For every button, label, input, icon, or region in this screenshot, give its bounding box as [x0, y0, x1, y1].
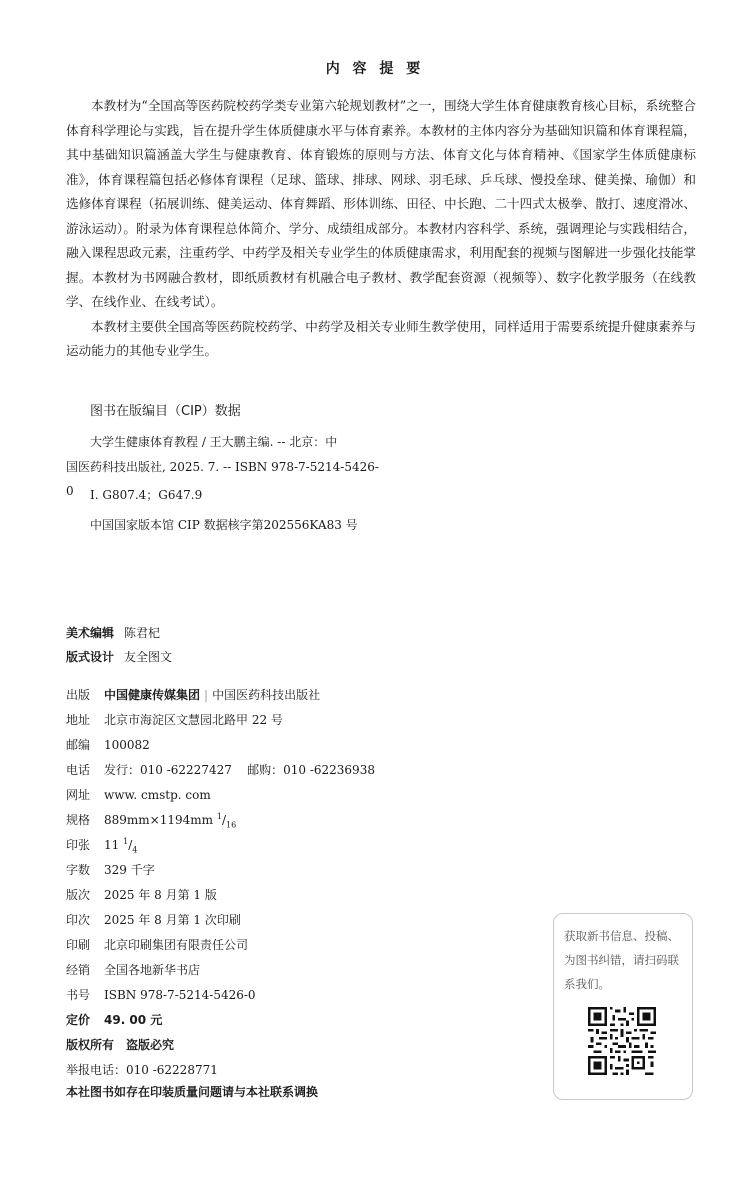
address-value: 北京市海淀区文慧园北路甲 22 号	[104, 713, 283, 727]
art-editor-label: 美术编辑	[66, 626, 115, 640]
printing-row	[66, 911, 241, 928]
art-editor-row	[66, 624, 160, 641]
copyright-notice: 版权所有 盗版必究	[66, 1038, 175, 1052]
postcode-row	[66, 736, 150, 753]
sheets-row: 印张 11 $^1/_4$	[66, 837, 138, 855]
printer-label: 印刷	[66, 938, 91, 952]
phone-row	[66, 761, 375, 778]
website-value: www. cmstp. com	[104, 788, 211, 802]
distributor-row	[66, 961, 200, 978]
layout-design-value: 友全图文	[124, 650, 173, 664]
address-row	[66, 711, 283, 728]
publisher-divider: |	[204, 688, 209, 702]
distributor-label: 经销	[66, 963, 91, 977]
format-label: 规格	[66, 813, 91, 827]
publisher-label: 出版	[66, 688, 91, 702]
quality-notice: 本社图书如存在印装质量问题请与本社联系调换	[66, 1085, 319, 1099]
price-row	[66, 1011, 162, 1028]
page-title: 内 容 提 要	[325, 61, 425, 77]
format-row: 规格 889mm×1194mm $^1/_{16}$	[66, 812, 237, 830]
phone-label: 电话	[66, 763, 91, 777]
qr-code-icon[interactable]	[588, 1007, 656, 1075]
postcode-value: 100082	[104, 738, 150, 752]
qr-contact-card	[553, 913, 693, 1100]
cip-record-number: 中国国家版本馆 CIP 数据核字第202556KA83 号	[90, 518, 358, 532]
summary-paragraph-2: 本教材主要供全国高等医药院校药学、中药学及相关专业师生教学使用，同样适用于需要系统提升健康素养与运动能力的其他专业学生。	[66, 318, 696, 358]
edition-row	[66, 886, 217, 903]
layout-design-row	[66, 648, 172, 665]
publisher-row	[66, 686, 320, 703]
format-denominator: 16	[225, 820, 237, 830]
isbn-label: 书号	[66, 988, 91, 1002]
distributor-value: 全国各地新华书店	[104, 963, 201, 977]
cip-classification: Ⅰ. G807.4；G647.9	[90, 488, 203, 502]
layout-design-label: 版式设计	[66, 650, 115, 664]
isbn-value: ISBN 978-7-5214-5426-0	[104, 988, 256, 1002]
cip-line-1: 大学生健康体育教程 / 王大鹏主编. -- 北京：中	[90, 435, 338, 449]
words-row	[66, 861, 155, 878]
phone-value: 发行：010 -62227427 邮购：010 -62236938	[104, 763, 375, 777]
sheets-label: 印张	[66, 838, 91, 852]
sheets-value: 11	[104, 838, 120, 852]
edition-value: 2025 年 8 月第 1 版	[104, 888, 217, 902]
address-label: 地址	[66, 713, 91, 727]
format-value: 889mm×1194mm	[104, 813, 214, 827]
summary-paragraph-1: 本教材为“全国高等医药院校药学类专业第六轮规划教材”之一，围绕大学生体育健康教育核心目标，系统整合体育科学理论与实践，旨在提升学生体质健康水平与体育素养。本教材的主体内容分为基础知识篇和体育课程篇，其中基础知识篇涵盖大学生与健康教育、体育锻炼的原则与方法、体育文化与体育精神、《国家学生体质健康标准》，体育课程篇包括必修体育课程（足球、篮球、排球、网球、羽毛球、乒乓球、慢投垒球、健美操、瑜伽）和选修体育课程（拓展训练、健美运动、体育舞蹈、形体训练、田径、中长跑、二十四式太极拳、散打、速度滑冰、游泳运动）。附录为体育课程总体简介、学分、成绩组成部分。本教材内容科学、系统，强调理论与实践相结合，融入课程思政元素，注重药学、中药学及相关专业学生的体质健康需求，利用配套的视频与图解进一步强化技能掌握。本教材为书网融合教材，即纸质教材有机融合电子教材、教学配套资源（视频等）、数字化教学服务（在线教学、在线作业、在线考试）。	[66, 98, 696, 309]
sheets-numerator: 1	[123, 837, 129, 846]
words-label: 字数	[66, 863, 91, 877]
website-row	[66, 786, 211, 803]
publisher-press: 中国医药科技出版社	[212, 688, 321, 702]
isbn-row	[66, 986, 256, 1003]
edition-label: 版次	[66, 888, 91, 902]
printing-label: 印次	[66, 913, 91, 927]
cip-line-2: 国医药科技出版社, 2025. 7. -- ISBN 978-7-5214-5426-0	[66, 459, 379, 498]
format-numerator: 1	[216, 812, 222, 821]
cip-title: 图书在版编目（CIP）数据	[90, 404, 241, 419]
art-editor-value: 陈君杞	[124, 626, 161, 640]
website-label: 网址	[66, 788, 91, 802]
report-phone: 举报电话：010 -62228771	[66, 1063, 218, 1077]
sheets-denominator: 4	[132, 845, 138, 855]
publisher-group: 中国健康传媒集团	[104, 688, 201, 702]
printer-row	[66, 936, 248, 953]
printer-value: 北京印刷集团有限责任公司	[104, 938, 249, 952]
qr-contact-text: 获取新书信息、投稿、为图书纠错，请扫码联系我们。	[564, 929, 679, 991]
price-value: 49. 00 元	[104, 1013, 163, 1027]
printing-value: 2025 年 8 月第 1 次印刷	[104, 913, 241, 927]
price-label: 定价	[66, 1013, 91, 1027]
words-value: 329 千字	[104, 863, 155, 877]
postcode-label: 邮编	[66, 738, 91, 752]
summary-section	[66, 94, 696, 364]
